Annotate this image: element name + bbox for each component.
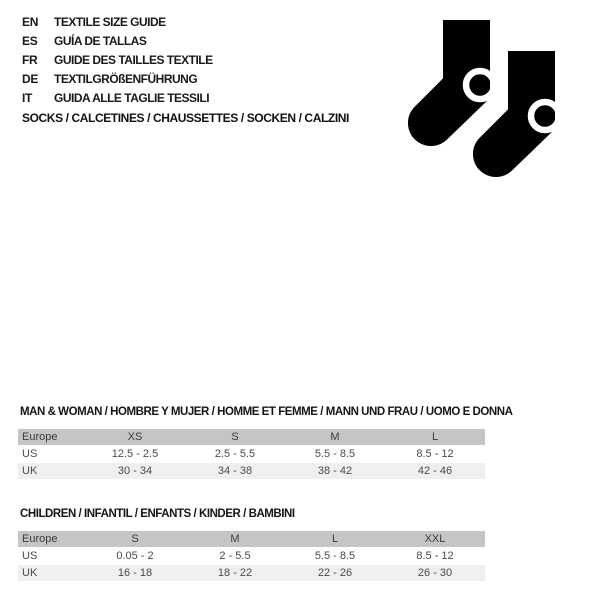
size-cell: 30 - 34	[85, 463, 185, 480]
size-cell: 26 - 30	[385, 565, 485, 582]
language-label: GUIDE DES TAILLES TEXTILE	[54, 52, 213, 67]
size-cell: 0.05 - 2	[85, 548, 185, 565]
col-header-region: Europe	[18, 531, 85, 548]
size-cell: 38 - 42	[285, 463, 385, 480]
size-cell: 2 - 5.5	[185, 548, 285, 565]
size-cell: 2.5 - 5.5	[185, 446, 285, 463]
table-row-uk	[18, 463, 485, 480]
sock-left-shape	[408, 20, 490, 146]
size-table-section-man-woman	[18, 406, 513, 480]
category-heading: SOCKS / CALCETINES / CHAUSSETTES / SOCKEN / CALZINI	[22, 111, 349, 125]
col-header-size: S	[85, 531, 185, 548]
col-header-size: S	[185, 429, 285, 446]
table-title-children: CHILDREN / INFANTIL / ENFANTS / KINDER / BAMBINI	[20, 508, 295, 520]
language-label: TEXTILE SIZE GUIDE	[54, 14, 166, 29]
size-table-section-children	[18, 508, 485, 582]
col-header-size: L	[385, 429, 485, 446]
col-header-size: M	[285, 429, 385, 446]
region-cell: US	[18, 446, 85, 463]
size-cell: 8.5 - 12	[385, 548, 485, 565]
region-cell: UK	[18, 463, 85, 480]
language-row-es	[22, 31, 213, 50]
language-label: GUIDA ALLE TAGLIE TESSILI	[54, 90, 210, 105]
col-header-region: Europe	[18, 429, 85, 446]
language-title-list	[22, 12, 213, 107]
size-table-man-woman	[18, 429, 485, 480]
language-row-en	[22, 12, 213, 31]
table-header-row	[18, 429, 485, 446]
table-row-us	[18, 446, 485, 463]
sock-left-icon	[408, 20, 494, 146]
language-label: TEXTILGRÖßENFÜHRUNG	[54, 71, 198, 86]
region-cell: US	[18, 548, 85, 565]
language-row-it	[22, 88, 213, 107]
table-row-us	[18, 548, 485, 565]
size-cell: 5.5 - 8.5	[285, 446, 385, 463]
language-row-fr	[22, 50, 213, 69]
language-code: EN	[22, 14, 39, 29]
language-code: ES	[22, 33, 38, 48]
size-cell: 22 - 26	[285, 565, 385, 582]
col-header-size: XS	[85, 429, 185, 446]
size-cell: 18 - 22	[185, 565, 285, 582]
region-cell: UK	[18, 565, 85, 582]
socks-icon	[400, 10, 570, 190]
size-cell: 5.5 - 8.5	[285, 548, 385, 565]
size-cell: 8.5 - 12	[385, 446, 485, 463]
col-header-size: XXL	[385, 531, 485, 548]
language-row-de	[22, 69, 213, 88]
size-cell: 42 - 46	[385, 463, 485, 480]
language-code: IT	[22, 90, 33, 105]
language-label: GUÍA DE TALLAS	[54, 33, 147, 48]
language-code: DE	[22, 71, 39, 86]
size-cell: 12.5 - 2.5	[85, 446, 185, 463]
table-row-uk	[18, 565, 485, 582]
size-table-children	[18, 531, 485, 582]
table-header-row	[18, 531, 485, 548]
language-code: FR	[22, 52, 38, 67]
table-title-man-woman: MAN & WOMAN / HOMBRE Y MUJER / HOMME ET FEMME / MANN UND FRAU / UOMO E DONNA	[20, 406, 513, 418]
col-header-size: M	[185, 531, 285, 548]
size-cell: 16 - 18	[85, 565, 185, 582]
size-cell: 34 - 38	[185, 463, 285, 480]
col-header-size: L	[285, 531, 385, 548]
